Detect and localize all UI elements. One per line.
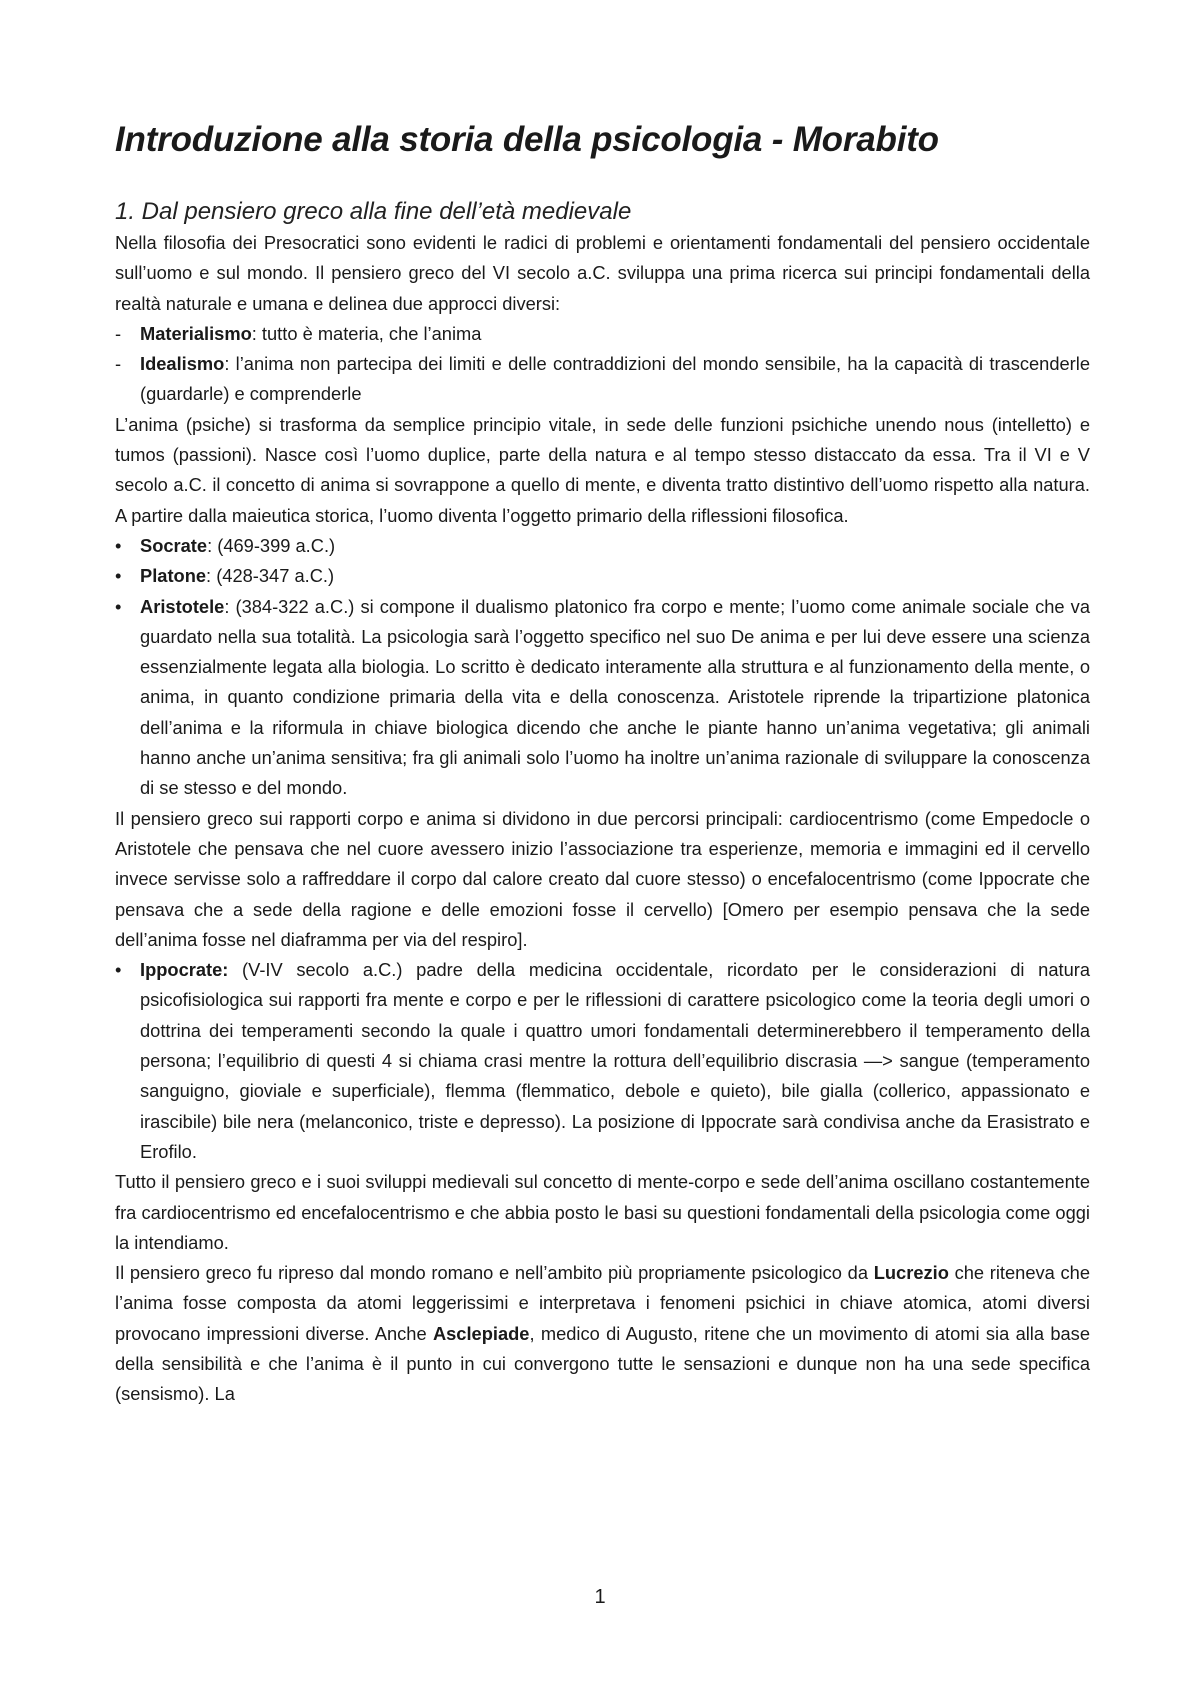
paragraph-mondo-romano: [115, 1258, 1090, 1409]
document-title: Introduzione alla storia della psicologia - Morabito: [115, 120, 939, 159]
document-body: [115, 118, 1090, 1410]
list-item-text: : tutto è materia, che l’anima: [251, 322, 482, 344]
text-segment: , medico di Augusto, ritene che un movimento di atomi sia alla base della sensibilità e che l’anima è il punto in cui convergono tutte le sensazioni e dunque non ha una sede specifica (sensismo). La: [115, 1322, 1090, 1405]
term-materialismo: Materialismo: [140, 322, 252, 344]
term-ippocrate: Ippocrate:: [140, 959, 229, 981]
term-platone: Platone: [140, 565, 207, 587]
bullet-marker: •: [115, 595, 122, 617]
list-item-aristotele: [115, 592, 1090, 804]
philosophers-list: [115, 531, 1090, 804]
paragraph-anima: L’anima (psiche) si trasforma da semplice principio vitale, in sede delle funzioni psichiche unendo nous (intelletto) e tumos (passioni). Nasce così l’uomo duplice, parte della natura e al tempo stesso distaccato da essa. Tra il VI e V secolo a.C. il concetto di anima si sovrappone a quello di mente, e diventa tratto distintivo dell’uomo rispetto alla natura. A partire dalla maieutica storica, l’uomo diventa l’oggetto primario della riflessioni filosofica.: [115, 413, 1090, 526]
ippocrate-list: [115, 955, 1090, 1167]
list-item-text: : (428-347 a.C.): [206, 565, 335, 587]
page-number: 1: [594, 1586, 606, 1608]
bullet-marker: •: [115, 534, 122, 556]
list-item-platone: [115, 561, 1090, 591]
list-item-idealismo: [115, 349, 1090, 410]
term-idealismo: Idealismo: [140, 353, 225, 375]
list-item-ippocrate: [115, 955, 1090, 1167]
term-asclepiade: Asclepiade: [432, 1322, 530, 1344]
term-socrate: Socrate: [140, 534, 208, 556]
list-item-text: : l’anima non partecipa dei limiti e delle contraddizioni del mondo sensibile, ha la capacità di trascenderle (guardarle) e comprenderle: [140, 353, 1090, 405]
section-heading: 1. Dal pensiero greco alla fine dell’età medievale: [115, 198, 632, 225]
paragraph-mente-corpo: Tutto il pensiero greco e i suoi sviluppi medievali sul concetto di mente-corpo e sede dell’anima oscillano costantemente fra cardiocentrismo ed encefalocentrismo e che abbia posto le basi su questioni fondamentali della psicologia come oggi la intendiamo.: [115, 1171, 1090, 1253]
list-item-text: : (469-399 a.C.): [207, 534, 336, 556]
paragraph-presocratici: Nella filosofia dei Presocratici sono evidenti le radici di problemi e orientamenti fondamentali del pensiero occidentale sull’uomo e sul mondo. Il pensiero greco del VI secolo a.C. sviluppa una prima ricerca sui principi fondamentali della realtà naturale e umana e delinea due approcci diversi:: [115, 232, 1090, 314]
bullet-marker: •: [115, 959, 122, 981]
dash-marker: -: [115, 353, 122, 375]
list-item-socrate: [115, 531, 1090, 561]
approaches-list: [115, 319, 1090, 410]
text-segment: Il pensiero greco fu ripreso dal mondo romano e nell’ambito più propriamente psicologico da: [115, 1262, 874, 1284]
list-item-text: (V-IV secolo a.C.) padre della medicina occidentale, ricordato per le considerazioni di natura psicofisiologica sui rapporti fra mente e corpo e per le riflessioni di carattere psicologico come la teoria degli umori o dottrina dei temperamenti secondo la quale i quattro umori fondamentali determinerebbero il temperamento della persona; l’equilibrio di questi 4 si chiama crasi mentre la rottura dell’equilibrio discrasia —> sangue (temperamento sanguigno, gioviale e superficiale), flemma (flemmatico, debole e quieto), bile gialla (collerico, appassionato e irascibile) bile nera (melanconico, triste e depresso). La posizione di Ippocrate sarà condivisa anche da Erasistrato e Erofilo.: [140, 959, 1090, 1162]
term-lucrezio: Lucrezio: [873, 1262, 949, 1284]
paragraph-cardiocentrismo: Il pensiero greco sui rapporti corpo e anima si dividono in due percorsi principali: cardiocentrismo (come Empedocle o Aristotele che pensava che nel cuore avessero inizio l’associazione tra esperienze, memoria e immagini ed il cervello invece servisse solo a raffreddare il corpo dal calore creato dal cuore stesso) o encefalocentrismo (come Ippocrate che pensava che a sede della ragione e delle emozioni fosse il cervello) [Omero per esempio pensava che la sede dell’anima fosse nel diaframma per via del respiro].: [115, 807, 1090, 950]
text-segment: che riteneva che l’anima fosse composta da atomi leggerissimi e interpretava i fenomeni psichici in chiave atomica, atomi diversi provocano impressioni diverse. Anche: [115, 1262, 1090, 1344]
term-aristotele: Aristotele: [140, 595, 225, 617]
dash-marker: -: [115, 322, 122, 344]
list-item-materialismo: [115, 319, 1090, 349]
list-item-text: : (384-322 a.C.) si compone il dualismo platonico fra corpo e mente; l’uomo come animale sociale che va guardato nella sua totalità. La psicologia sarà l’oggetto specifico nel suo De anima e per lui deve essere una scienza essenzialmente legata alla biologia. Lo scritto è dedicato interamente alla struttura e al funzionamento della mente, o anima, in quanto condizione primaria della vita e della conoscenza. Aristotele riprende la tripartizione platonica dell’anima e la riformula in chiave biologica dicendo che anche le piante hanno un’anima vegetativa; gli animali hanno anche un’anima sensitiva; fra gli animali solo l’uomo ha inoltre un’anima razionale di sviluppare la conoscenza di se stesso e del mondo.: [140, 595, 1090, 799]
bullet-marker: •: [115, 565, 122, 587]
